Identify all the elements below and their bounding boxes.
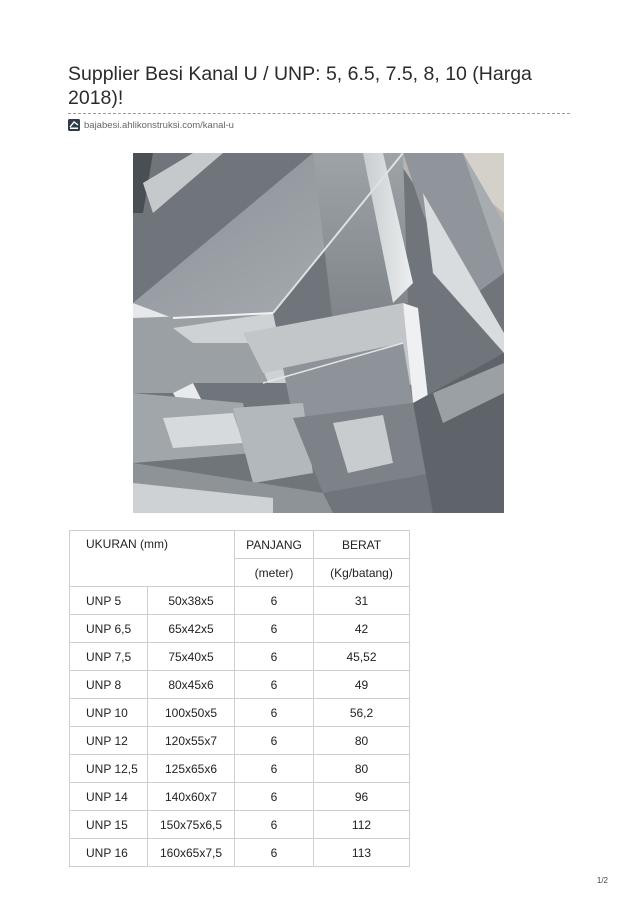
table-row [70, 811, 410, 839]
cell-weight: 45,52 [314, 643, 410, 671]
cell-type: UNP 5 [70, 587, 148, 615]
cell-weight: 49 [314, 671, 410, 699]
cell-size: 75x40x5 [148, 643, 235, 671]
table-header-row [70, 531, 410, 559]
cell-length: 6 [235, 587, 314, 615]
cell-type: UNP 10 [70, 699, 148, 727]
header-ukuran: UKURAN (mm) [70, 531, 235, 587]
page-number: 1/2 [596, 876, 608, 885]
cell-length: 6 [235, 727, 314, 755]
table-row [70, 727, 410, 755]
table-row [70, 755, 410, 783]
cell-type: UNP 8 [70, 671, 148, 699]
cell-length: 6 [235, 755, 314, 783]
source-link[interactable] [68, 118, 234, 132]
table-row [70, 699, 410, 727]
cell-type: UNP 12 [70, 727, 148, 755]
cell-weight: 42 [314, 615, 410, 643]
cell-length: 6 [235, 615, 314, 643]
cell-size: 80x45x6 [148, 671, 235, 699]
cell-weight: 31 [314, 587, 410, 615]
cell-type: UNP 16 [70, 839, 148, 867]
site-favicon-icon [68, 119, 80, 131]
table-row [70, 643, 410, 671]
header-berat: BERAT [314, 531, 410, 559]
table-row [70, 671, 410, 699]
cell-size: 140x60x7 [148, 783, 235, 811]
cell-weight: 56,2 [314, 699, 410, 727]
table-row [70, 615, 410, 643]
cell-size: 160x65x7,5 [148, 839, 235, 867]
cell-type: UNP 12,5 [70, 755, 148, 783]
cell-weight: 80 [314, 755, 410, 783]
title-divider [68, 113, 570, 114]
header-panjang-unit: (meter) [235, 559, 314, 587]
cell-size: 150x75x6,5 [148, 811, 235, 839]
header-panjang: PANJANG [235, 531, 314, 559]
table-row [70, 587, 410, 615]
cell-length: 6 [235, 839, 314, 867]
table-row [70, 783, 410, 811]
header-berat-unit: (Kg/batang) [314, 559, 410, 587]
cell-weight: 80 [314, 727, 410, 755]
cell-size: 50x38x5 [148, 587, 235, 615]
cell-type: UNP 15 [70, 811, 148, 839]
cell-length: 6 [235, 671, 314, 699]
product-photo [133, 153, 504, 513]
cell-weight: 112 [314, 811, 410, 839]
unp-spec-table [69, 530, 410, 867]
cell-size: 120x55x7 [148, 727, 235, 755]
source-url[interactable]: bajabesi.ahlikonstruksi.com/kanal-u [84, 119, 234, 131]
cell-length: 6 [235, 783, 314, 811]
page-title: Supplier Besi Kanal U / UNP: 5, 6.5, 7.5, 8, 10 (Harga 2018)! [68, 63, 532, 109]
cell-size: 65x42x5 [148, 615, 235, 643]
cell-weight: 96 [314, 783, 410, 811]
cell-weight: 113 [314, 839, 410, 867]
table-row [70, 839, 410, 867]
cell-size: 125x65x6 [148, 755, 235, 783]
cell-type: UNP 6,5 [70, 615, 148, 643]
cell-type: UNP 7,5 [70, 643, 148, 671]
cell-length: 6 [235, 811, 314, 839]
cell-length: 6 [235, 699, 314, 727]
cell-type: UNP 14 [70, 783, 148, 811]
cell-length: 6 [235, 643, 314, 671]
cell-size: 100x50x5 [148, 699, 235, 727]
